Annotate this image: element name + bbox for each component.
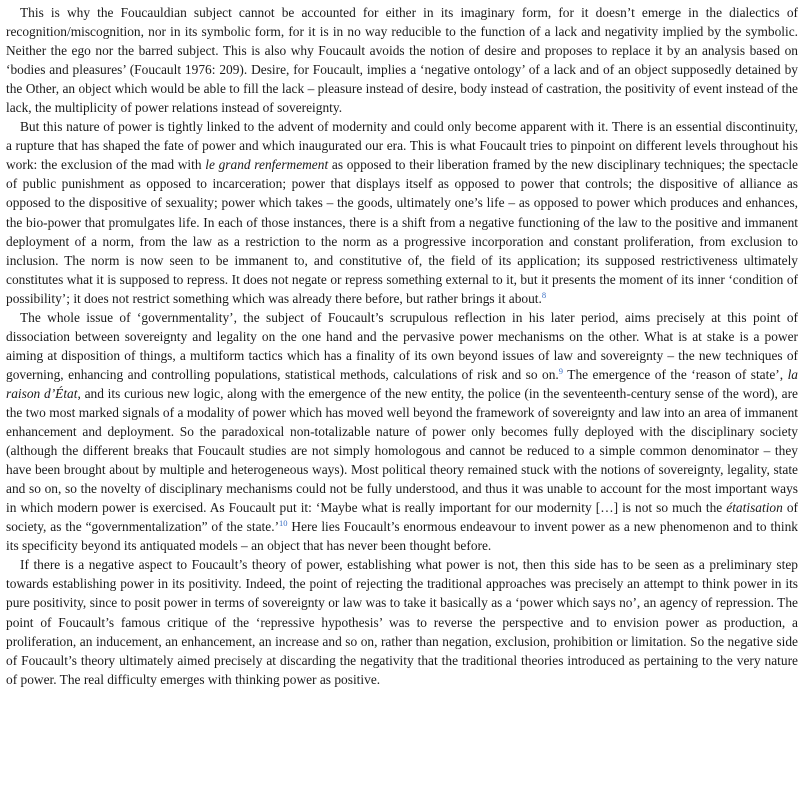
- text-run: But this nature of power is tightly linked to the advent of modernity and could only become apparent with it. There is an essential discontinuity, a rupture that has shaped the fate of power and which inaugurated our era. This is what Foucault tries to pinpoint on different levels throughout his work: the exclusion of the mad with: [6, 119, 798, 173]
- paragraph: [6, 3, 798, 117]
- paragraph: [6, 308, 798, 556]
- text-run: , and its curious new logic, along with the emergence of the new entity, the police (in the seventeenth-century sense of the word), are the two most marked signals of a modality of power which has moved well beyond the framework of sovereignty and law into an area of immanent enhancement and deployment. So the paradoxical non-totalizable nature of power only becomes fully deployed with the disciplinary society (although the different breaks that Foucault studies are not simply homologous and cannot be reduced to a simple common denominator – they have been brought about by multiple and heterogeneous ways). Most political theory remained stuck with the notions of sovereignty, legality, state and so on, so the novelty of disciplinary mechanisms could not be fully understood, and thus it was unable to account for the most important ways in which modern power is exercised. As Foucault put it: ‘Maybe what is really important for our modernity […] is not so much the: [6, 385, 799, 516]
- text-run: If there is a negative aspect to Foucault’s theory of power, establishing what power is not, then this side has to be seen as a preliminary step towards establishing power in its positivity. Indeed, the point of rejecting the traditional approaches was precisely an attempt to think power in its pure positivity, since to posit power in terms of sovereignty or law was to take it basically as a ‘power which says no’, an agency of repression. The point of Foucault’s famous critique of the ‘repressive hypothesis’ was to reverse the perspective and to envision power as production, a proliferation, an inducement, an enhancement, an increase and so on, rather than negation, exclusion, prohibition or limitation. So the negative side of Foucault’s theory ultimately aimed precisely at discarding the negativity that the traditional theories introduced as pertaining to the very nature of power. The real difficulty emerges with thinking power as positive.: [6, 557, 798, 687]
- italic-text: le grand renfermement: [205, 157, 329, 173]
- footnote-marker[interactable]: 9: [558, 365, 564, 376]
- text-run: The emergence of the ‘reason of state’,: [563, 366, 788, 382]
- footnote-marker[interactable]: 8: [541, 289, 547, 300]
- text-run: as opposed to their liberation framed by the new disciplinary techniques; the spectacle of public punishment as opposed to incarceration; power that displays itself as opposed to power that controls; the dispositive of alliance as opposed to the dispositive of sexuality; power which takes – the goods, ultimately one’s life – as opposed to power which produces and enhances, the bio-power that promulgates life. In each of those instances, there is a shift from a negative functioning of the law to the positive and immanent deployment of a norm, from the law as a restriction to the norm as a progressive incorporation and constant proliferation, from exclusion to inclusion. The norm is now seen to be immanent to, and constitutive of, the field of its application; its supposed restrictiveness ultimately constitutes what it is supposed to repress. It does not negate or repress something external to it, but it presents the moment of its inner ‘condition of possibility’; it does not restrict something which was already there before, but rather brings it about.: [6, 157, 798, 306]
- footnote-marker[interactable]: 10: [279, 518, 288, 529]
- paragraph: [6, 555, 798, 688]
- paragraph: [6, 117, 798, 307]
- text-run: The whole issue of ‘governmentality’, the subject of Foucault’s scrupulous reflection in his later period, aims precisely at this point of dissociation between sovereignty and legality on the one hand and the pervasive power mechanisms on the other. What is at stake is a power aiming at disposition of things, a multiform tactics which has a finality of its own beyond issues of law and sovereignty – the new techniques of governing, enhancing and controlling populations, statistical methods, calculations of risk and so on.: [6, 309, 798, 382]
- italic-text: la raison d’État: [6, 366, 798, 401]
- text-run: This is why the Foucauldian subject cannot be accounted for either in its imaginary form, for it doesn’t emerge in the dialectics of recognition/miscognition, nor in its symbolic form, for it is in no way reducible to the function of a lack and negativity implied by the symbolic. Neither the ego nor the barred subject. This is also why Foucault avoids the notion of desire and proposes to replace it by an analysis based on ‘bodies and pleasures’ (Foucault 1976: 209). Desire, for Foucault, implies a ‘negative ontology’ of a lack and of an object supposedly detained by the Other, an object which would be able to fill the lack – pleasure instead of desire, body instead of castration, the positivity of event instead of the lack, the multiplicity of power relations instead of sovereignty.: [6, 5, 798, 116]
- italic-text: étatisation: [726, 500, 783, 516]
- text-run: Here lies Foucault’s enormous endeavour to invent power as a new phenomenon and to think its specificity beyond its antiquated models – an object that has never been thought before.: [6, 519, 798, 554]
- text-run: of society, as the “governmentalization” of the state.’: [6, 500, 798, 535]
